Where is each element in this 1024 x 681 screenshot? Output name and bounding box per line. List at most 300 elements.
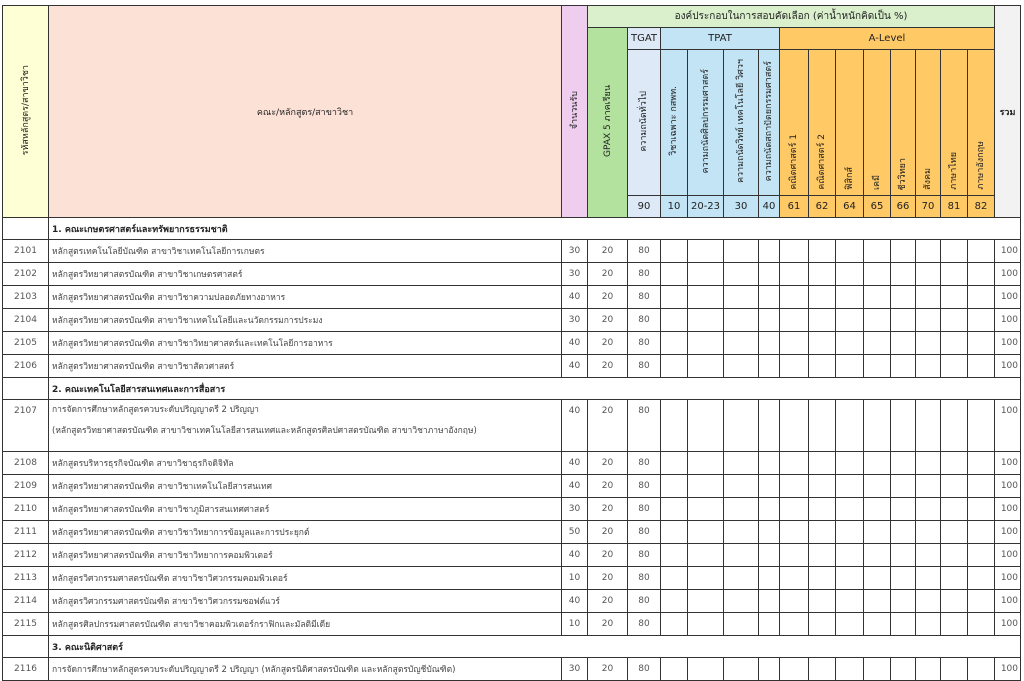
subject-weight-empty	[891, 567, 916, 590]
program-row	[3, 498, 1021, 521]
subject-weight-empty	[891, 498, 916, 521]
program-name	[49, 544, 562, 567]
subject-weight-empty	[780, 475, 809, 498]
program-name-line: หลักสูตรวิทยาศาสตรบัณฑิต สาขาวิชาสัตวศาสตร์	[52, 362, 235, 372]
subject-weight-empty	[809, 286, 836, 309]
program-row	[3, 521, 1021, 544]
subject-weight-empty	[759, 263, 780, 286]
program-name	[49, 613, 562, 636]
subject-weight-empty	[809, 240, 836, 263]
program-name	[49, 286, 562, 309]
program-name	[49, 355, 562, 378]
program-code: 2111	[3, 521, 49, 544]
subject-weight-empty	[724, 544, 759, 567]
subject-weight-empty	[759, 355, 780, 378]
subject-header-82	[968, 50, 995, 196]
subject-weight-empty	[891, 658, 916, 681]
gpax-weight: 20	[588, 355, 628, 378]
subject-weight-empty	[661, 590, 688, 613]
subject-weight-empty	[916, 658, 941, 681]
subject-weight-empty	[864, 286, 891, 309]
gpax-weight: 20	[588, 286, 628, 309]
subject-weight-empty	[891, 613, 916, 636]
subject-weight-empty	[809, 355, 836, 378]
program-name-line: หลักสูตรวิทยาศาสตรบัณฑิต สาขาวิชาภูมิสารสนเทศศาสตร์	[52, 505, 270, 515]
subject-weight-empty	[836, 309, 864, 332]
subject-weight-empty	[724, 263, 759, 286]
subject-weight-empty	[809, 544, 836, 567]
total-weight: 100	[995, 332, 1021, 355]
subject-weight-empty	[809, 658, 836, 681]
subject-weight-empty	[780, 567, 809, 590]
total-weight: 100	[995, 498, 1021, 521]
subject-weight-empty	[941, 452, 968, 475]
subject-weight-empty	[661, 240, 688, 263]
subject-weight-empty	[916, 263, 941, 286]
subject-label: ความถนัดทั่วไป	[639, 90, 649, 152]
gpax-weight: 20	[588, 452, 628, 475]
seats-value: 30	[562, 263, 588, 286]
subject-weight-empty	[864, 590, 891, 613]
subject-weight-empty	[916, 475, 941, 498]
subject-weight-empty	[724, 286, 759, 309]
subject-header-81	[941, 50, 968, 196]
subject-weight-empty	[780, 590, 809, 613]
subject-weight-empty	[916, 309, 941, 332]
subject-weight-empty	[759, 567, 780, 590]
alevel-group-label: A-Level	[868, 33, 906, 44]
program-name-line-2: (หลักสูตรวิทยาศาสตรบัณฑิต สาขาวิชาเทคโนโลยีสารสนเทศและหลักสูตรศิลปศาสตรบัณฑิต สาขาวิชาภาษาอังกฤษ)	[52, 426, 477, 436]
subject-weight-empty	[661, 521, 688, 544]
seats-value: 30	[562, 240, 588, 263]
seats-value: 10	[562, 613, 588, 636]
subject-weight-empty	[891, 263, 916, 286]
subject-weight-empty	[968, 590, 995, 613]
subject-weight-empty	[968, 567, 995, 590]
program-name-line: หลักสูตรบริหารธุรกิจบัณฑิต สาขาวิชาธุรกิจดิจิทัล	[52, 459, 234, 469]
subject-weight-empty	[759, 286, 780, 309]
gpax-column-label: GPAX 5 ภาคเรียน	[602, 85, 613, 157]
total-weight: 100	[995, 263, 1021, 286]
program-row	[3, 240, 1021, 263]
subject-code-40: 40	[759, 196, 780, 218]
name-column-header	[49, 6, 562, 218]
subject-weight-empty	[864, 400, 891, 452]
faculty-name: 3. คณะนิติศาสตร์	[49, 636, 1021, 658]
program-row	[3, 590, 1021, 613]
total-weight: 100	[995, 286, 1021, 309]
subject-code-62: 62	[809, 196, 836, 218]
subject-weight-empty	[891, 590, 916, 613]
program-code: 2112	[3, 544, 49, 567]
subject-weight-empty	[724, 521, 759, 544]
subject-weight-empty	[941, 332, 968, 355]
subject-label: ความถนัดสถาปัตยกรรมศาสตร์	[764, 60, 774, 182]
subject-weight-empty	[891, 475, 916, 498]
subject-weight-empty	[941, 567, 968, 590]
program-name-line: การจัดการศึกษาหลักสูตรควบระดับปริญญาตรี 2 ปริญญา	[52, 405, 259, 415]
code-column-header	[3, 6, 49, 218]
subject-header-66	[891, 50, 916, 196]
tgat-weight: 80	[628, 521, 661, 544]
subject-weight-empty	[941, 286, 968, 309]
subject-weight-empty	[780, 544, 809, 567]
subject-weight-empty	[916, 400, 941, 452]
subject-weight-empty	[759, 613, 780, 636]
subject-weight-empty	[809, 613, 836, 636]
subject-weight-empty	[916, 332, 941, 355]
subject-weight-empty	[724, 240, 759, 263]
subject-weight-empty	[864, 498, 891, 521]
subject-weight-empty	[661, 567, 688, 590]
subject-weight-empty	[836, 475, 864, 498]
gpax-weight: 20	[588, 240, 628, 263]
program-name	[49, 263, 562, 286]
subject-weight-empty	[688, 567, 724, 590]
subject-weight-empty	[688, 613, 724, 636]
subject-code-10: 10	[661, 196, 688, 218]
program-row	[3, 355, 1021, 378]
tgat-weight: 80	[628, 498, 661, 521]
subject-label: ชีววิทยา	[898, 157, 908, 190]
gpax-weight: 20	[588, 309, 628, 332]
program-name	[49, 240, 562, 263]
subject-weight-empty	[836, 498, 864, 521]
subject-weight-empty	[891, 544, 916, 567]
subject-weight-empty	[661, 355, 688, 378]
subject-weight-empty	[724, 567, 759, 590]
subject-header-90	[628, 50, 661, 196]
subject-weight-empty	[724, 452, 759, 475]
subject-weight-empty	[809, 309, 836, 332]
tgat-weight: 80	[628, 286, 661, 309]
tpat-group-header	[661, 28, 780, 50]
subject-code-61: 61	[780, 196, 809, 218]
subject-weight-empty	[688, 498, 724, 521]
subject-weight-empty	[724, 400, 759, 452]
subject-weight-empty	[780, 240, 809, 263]
subject-weight-empty	[836, 400, 864, 452]
total-weight: 100	[995, 309, 1021, 332]
program-code: 2101	[3, 240, 49, 263]
subject-weight-empty	[941, 544, 968, 567]
seats-value: 40	[562, 286, 588, 309]
alevel-group-header	[780, 28, 995, 50]
total-weight: 100	[995, 567, 1021, 590]
program-row	[3, 286, 1021, 309]
subject-weight-empty	[864, 355, 891, 378]
subject-header-30	[724, 50, 759, 196]
subject-label: ความถนัดศิลปกรรมศาสตร์	[700, 68, 711, 174]
total-weight: 100	[995, 590, 1021, 613]
subject-weight-empty	[759, 332, 780, 355]
subject-weight-empty	[968, 309, 995, 332]
total-weight: 100	[995, 355, 1021, 378]
tgat-weight: 80	[628, 590, 661, 613]
subject-weight-empty	[809, 590, 836, 613]
subject-weight-empty	[836, 240, 864, 263]
subject-weight-empty	[836, 452, 864, 475]
subject-label: คณิตศาสตร์ 1	[789, 134, 799, 190]
gpax-weight: 20	[588, 613, 628, 636]
subject-weight-empty	[941, 475, 968, 498]
subject-weight-empty	[941, 658, 968, 681]
tgat-weight: 80	[628, 332, 661, 355]
subject-weight-empty	[864, 658, 891, 681]
subject-weight-empty	[916, 286, 941, 309]
subject-weight-empty	[809, 521, 836, 544]
gpax-weight: 20	[588, 544, 628, 567]
subject-weight-empty	[864, 452, 891, 475]
subject-weight-empty	[968, 286, 995, 309]
program-name-line: หลักสูตรเทคโนโลยีบัณฑิต สาขาวิชาเทคโนโลยีการเกษตร	[52, 247, 265, 257]
subject-weight-empty	[968, 544, 995, 567]
program-code: 2102	[3, 263, 49, 286]
total-weight: 100	[995, 613, 1021, 636]
subject-weight-empty	[941, 590, 968, 613]
subject-weight-empty	[941, 521, 968, 544]
total-weight: 100	[995, 240, 1021, 263]
program-code: 2109	[3, 475, 49, 498]
seats-value: 10	[562, 567, 588, 590]
subject-header-61	[780, 50, 809, 196]
program-row	[3, 658, 1021, 681]
subject-weight-empty	[891, 332, 916, 355]
subject-weight-empty	[688, 452, 724, 475]
faculty-code-cell	[3, 636, 49, 658]
subject-weight-empty	[724, 498, 759, 521]
subject-weight-empty	[941, 355, 968, 378]
subject-weight-empty	[759, 590, 780, 613]
subject-weight-empty	[941, 498, 968, 521]
subject-weight-empty	[661, 498, 688, 521]
program-row	[3, 400, 1021, 452]
subject-weight-empty	[916, 498, 941, 521]
subject-weight-empty	[688, 475, 724, 498]
program-code: 2104	[3, 309, 49, 332]
subject-weight-empty	[688, 240, 724, 263]
subject-weight-empty	[968, 475, 995, 498]
components-title: องค์ประกอบในการสอบคัดเลือก (ค่าน้ำหนักคิดเป็น %)	[674, 11, 908, 22]
subject-weight-empty	[661, 613, 688, 636]
subject-label: ภาษาไทย	[949, 152, 959, 190]
subject-weight-empty	[688, 332, 724, 355]
subject-header-70	[916, 50, 941, 196]
total-weight: 100	[995, 658, 1021, 681]
subject-label: ฟิสิกส์	[844, 167, 855, 190]
seats-value: 30	[562, 309, 588, 332]
tgat-weight: 80	[628, 544, 661, 567]
subject-weight-empty	[780, 355, 809, 378]
subject-weight-empty	[759, 521, 780, 544]
subject-code-70: 70	[916, 196, 941, 218]
subject-code-90: 90	[628, 196, 661, 218]
subject-weight-empty	[661, 544, 688, 567]
subject-weight-empty	[836, 332, 864, 355]
tgat-weight: 80	[628, 613, 661, 636]
program-name-line: หลักสูตรวิทยาศาสตรบัณฑิต สาขาวิชาวิทยาการคอมพิวเตอร์	[52, 551, 273, 561]
tgat-weight: 80	[628, 567, 661, 590]
subject-code-20-23: 20-23	[688, 196, 724, 218]
program-row	[3, 475, 1021, 498]
subject-weight-empty	[780, 263, 809, 286]
subject-weight-empty	[968, 263, 995, 286]
program-name	[49, 332, 562, 355]
subject-weight-empty	[780, 452, 809, 475]
program-code: 2107	[3, 400, 49, 452]
subject-weight-empty	[968, 498, 995, 521]
subject-weight-empty	[688, 286, 724, 309]
program-name-line: การจัดการศึกษาหลักสูตรควบระดับปริญญาตรี 2 ปริญญา (หลักสูตรนิติศาสตรบัณฑิต และหลักสูตรบัญชีบัณฑิต)	[52, 665, 456, 675]
subject-weight-empty	[836, 521, 864, 544]
subject-weight-empty	[916, 452, 941, 475]
subject-weight-empty	[836, 613, 864, 636]
subject-weight-empty	[661, 286, 688, 309]
subject-weight-empty	[688, 658, 724, 681]
subject-weight-empty	[780, 286, 809, 309]
subject-weight-empty	[780, 332, 809, 355]
program-row	[3, 309, 1021, 332]
subject-weight-empty	[759, 400, 780, 452]
subject-weight-empty	[891, 452, 916, 475]
subject-weight-empty	[688, 400, 724, 452]
tgat-weight: 80	[628, 240, 661, 263]
program-name	[49, 567, 562, 590]
subject-weight-empty	[780, 400, 809, 452]
subject-weight-empty	[724, 475, 759, 498]
total-weight: 100	[995, 475, 1021, 498]
subject-weight-empty	[836, 658, 864, 681]
tgat-weight: 80	[628, 452, 661, 475]
subject-weight-empty	[809, 332, 836, 355]
program-row	[3, 332, 1021, 355]
subject-weight-empty	[809, 452, 836, 475]
subject-weight-empty	[724, 309, 759, 332]
subject-label: วิชาเฉพาะ กสพท.	[669, 86, 679, 156]
subject-weight-empty	[724, 332, 759, 355]
gpax-weight: 20	[588, 400, 628, 452]
subject-weight-empty	[941, 263, 968, 286]
total-weight: 100	[995, 521, 1021, 544]
program-row	[3, 452, 1021, 475]
program-code: 2113	[3, 567, 49, 590]
subject-weight-empty	[891, 309, 916, 332]
subject-weight-empty	[780, 309, 809, 332]
total-weight: 100	[995, 452, 1021, 475]
subject-weight-empty	[661, 658, 688, 681]
program-name-line: หลักสูตรวิศวกรรมศาสตรบัณฑิต สาขาวิชาวิศวกรรมคอมพิวเตอร์	[52, 574, 288, 584]
program-code: 2114	[3, 590, 49, 613]
subject-weight-empty	[809, 475, 836, 498]
subject-weight-empty	[864, 309, 891, 332]
seats-value: 40	[562, 590, 588, 613]
subject-header-10	[661, 50, 688, 196]
program-name-line: หลักสูตรวิทยาศาสตรบัณฑิต สาขาวิชาเกษตรศาสตร์	[52, 270, 243, 280]
subject-weight-empty	[836, 567, 864, 590]
program-code: 2106	[3, 355, 49, 378]
subject-weight-empty	[864, 544, 891, 567]
subject-header-64	[836, 50, 864, 196]
subject-weight-empty	[916, 613, 941, 636]
gpax-weight: 20	[588, 521, 628, 544]
gpax-column-header	[588, 28, 628, 218]
subject-weight-empty	[759, 452, 780, 475]
subject-weight-empty	[864, 332, 891, 355]
seats-value: 30	[562, 498, 588, 521]
subject-code-81: 81	[941, 196, 968, 218]
subject-weight-empty	[941, 613, 968, 636]
subject-weight-empty	[891, 355, 916, 378]
tgat-weight: 80	[628, 475, 661, 498]
seats-value: 40	[562, 355, 588, 378]
subject-code-65: 65	[864, 196, 891, 218]
subject-weight-empty	[661, 332, 688, 355]
subject-weight-empty	[968, 521, 995, 544]
subject-weight-empty	[864, 521, 891, 544]
subject-weight-empty	[968, 240, 995, 263]
subject-weight-empty	[661, 309, 688, 332]
subject-weight-empty	[688, 521, 724, 544]
subject-label: สังคม	[923, 168, 933, 190]
subject-weight-empty	[809, 498, 836, 521]
faculty-row	[3, 636, 1021, 658]
faculty-code-cell	[3, 218, 49, 240]
program-code: 2115	[3, 613, 49, 636]
subject-weight-empty	[968, 400, 995, 452]
program-code: 2116	[3, 658, 49, 681]
program-row	[3, 613, 1021, 636]
subject-label: เคมี	[872, 174, 882, 190]
subject-weight-empty	[916, 355, 941, 378]
seats-value: 30	[562, 658, 588, 681]
program-code: 2103	[3, 286, 49, 309]
subject-label: คณิตศาสตร์ 2	[817, 134, 827, 190]
tpat-group-label: TPAT	[708, 33, 732, 44]
subject-weight-empty	[688, 263, 724, 286]
subject-weight-empty	[724, 613, 759, 636]
total-weight: 100	[995, 400, 1021, 452]
subject-code-66: 66	[891, 196, 916, 218]
program-code: 2110	[3, 498, 49, 521]
seats-value: 40	[562, 544, 588, 567]
subject-weight-empty	[916, 544, 941, 567]
subject-weight-empty	[968, 658, 995, 681]
tgat-group-header	[628, 28, 661, 50]
gpax-weight: 20	[588, 475, 628, 498]
subject-weight-empty	[891, 400, 916, 452]
subject-weight-empty	[688, 309, 724, 332]
subject-weight-empty	[968, 613, 995, 636]
components-header	[588, 6, 995, 28]
subject-code-64: 64	[836, 196, 864, 218]
subject-weight-empty	[864, 475, 891, 498]
subject-weight-empty	[891, 521, 916, 544]
code-column-label: รหัสหลักสูตร/สาขาวิชา	[20, 64, 31, 156]
program-code: 2105	[3, 332, 49, 355]
admission-criteria-table	[2, 5, 1021, 681]
program-name-line: หลักสูตรวิทยาศาสตรบัณฑิต สาขาวิชาเทคโนโลยีและนวัตกรรมการประมง	[52, 316, 323, 326]
subject-weight-empty	[941, 400, 968, 452]
seats-value: 40	[562, 475, 588, 498]
subject-weight-empty	[759, 240, 780, 263]
program-name-line: หลักสูตรวิทยาศาสตรบัณฑิต สาขาวิชาวิทยาการข้อมูลและการประยุกต์	[52, 528, 310, 538]
program-name-line: หลักสูตรวิทยาศาสตรบัณฑิต สาขาวิชาเทคโนโลยีสารสนเทศ	[52, 482, 272, 492]
subject-weight-empty	[780, 658, 809, 681]
subject-weight-empty	[809, 567, 836, 590]
seats-value: 40	[562, 332, 588, 355]
gpax-weight: 20	[588, 567, 628, 590]
subject-weight-empty	[759, 544, 780, 567]
